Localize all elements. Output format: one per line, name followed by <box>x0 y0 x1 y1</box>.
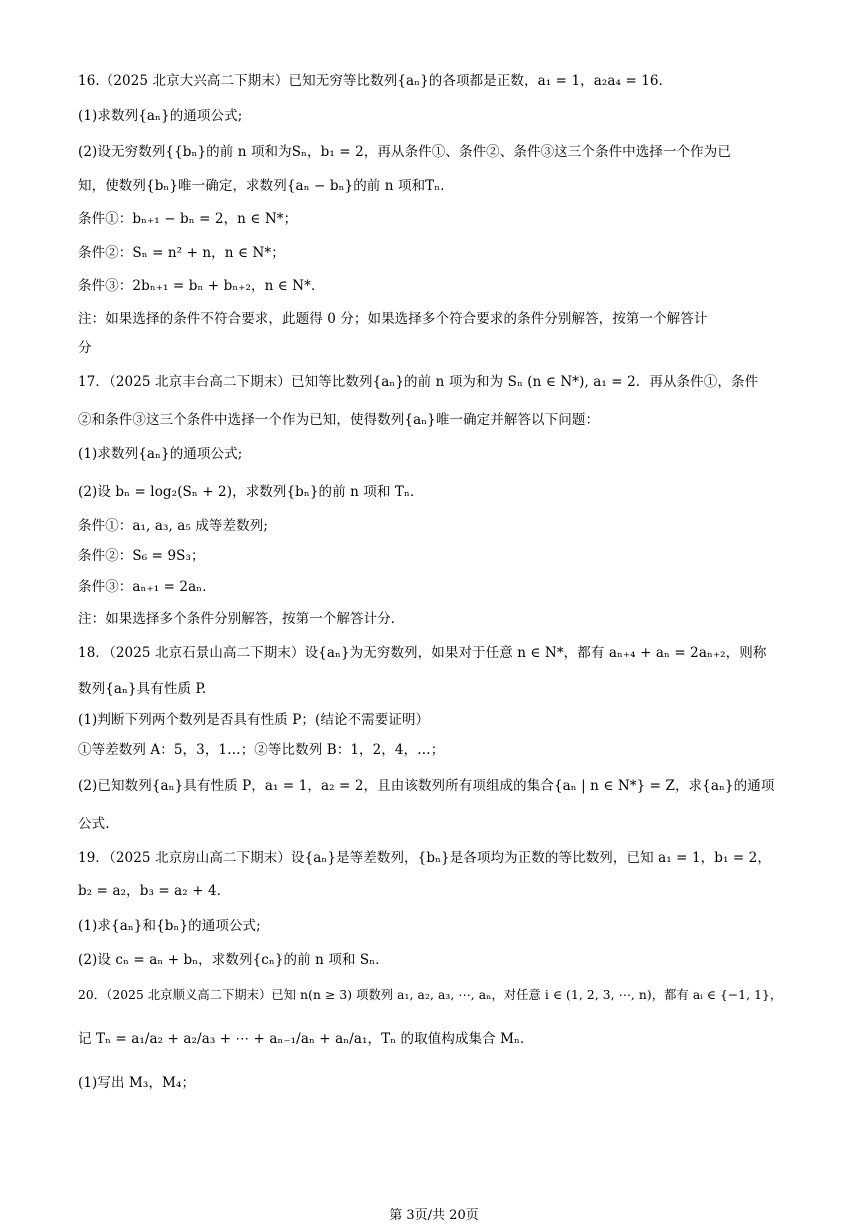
q17-condition-3: 条件③：aₙ₊₁ = 2aₙ． <box>78 579 216 595</box>
q17-part-1: (1)求数列{aₙ}的通项公式; <box>78 446 243 462</box>
q18-stem-line-1: 18．（2025 北京石景山高二下期末）设{aₙ}为无穷数列，如果对于任意 n ∈ N*，都有 aₙ₊₄ + aₙ = 2aₙ₊₂，则称 <box>78 645 767 661</box>
q19-part-2: (2)设 cₙ = aₙ + bₙ，求数列{cₙ}的前 n 项和 Sₙ． <box>78 952 389 968</box>
q16-note-line-2: 分 <box>78 340 92 356</box>
q16-condition-1: 条件①：bₙ₊₁ − bₙ = 2，n ∈ N*； <box>78 211 298 227</box>
q17-part-2: (2)设 bₙ = log₂(Sₙ + 2)，求数列{bₙ}的前 n 项和 Tₙ． <box>78 484 424 500</box>
q17-condition-2: 条件②：S₆ = 9S₃； <box>78 548 205 564</box>
q16-note-line-1: 注：如果选择的条件不符合要求，此题得 0 分；如果选择多个符合要求的条件分别解答，按第一个解答计 <box>78 311 708 327</box>
q20-stem-line-1: 20．（2025 北京顺义高二下期末）已知 n(n ≥ 3) 项数列 a₁, a₂, a₃, ⋯, aₙ，对任意 i ∈ (1, 2, 3, ⋯, n)，都有 aᵢ ∈ {−1, 1}， <box>78 988 783 1002</box>
q17-condition-1: 条件①：a₁, a₃, a₅ 成等差数列; <box>78 518 268 534</box>
q17-stem-line-2: ②和条件③这三个条件中选择一个作为已知，使得数列{aₙ}唯一确定并解答以下问题： <box>78 412 600 428</box>
q16-stem: 16.（2025 北京大兴高二下期末）已知无穷等比数列{aₙ}的各项都是正数，a₁ = 1，a₂a₄ = 16． <box>78 73 673 89</box>
q18-stem-line-2: 数列{aₙ}具有性质 P. <box>78 681 207 697</box>
q18-part-1: (1)判断下列两个数列是否具有性质 P；(结论不需要证明） <box>78 712 430 728</box>
q16-part-1: (1)求数列{aₙ}的通项公式; <box>78 108 243 124</box>
q18-part-2-line-2: 公式. <box>78 816 110 832</box>
q16-condition-3: 条件③：2bₙ₊₁ = bₙ + bₙ₊₂，n ∈ N*． <box>78 278 325 294</box>
q20-stem-line-2: 记 Tₙ = a₁/a₂ + a₂/a₃ + ⋯ + aₙ₋₁/aₙ + aₙ/a₁，Tₙ 的取值构成集合 Mₙ． <box>78 1031 534 1047</box>
page-number-footer: 第 3页/共 20页 <box>389 1208 479 1223</box>
q16-condition-2: 条件②：Sₙ = n² + n，n ∈ N*； <box>78 245 285 261</box>
q18-part-1-items: ①等差数列 A：5，3，1…；②等比数列 B：1，2，4，…； <box>78 742 445 758</box>
q19-stem-line-2: b₂ = a₂，b₃ = a₂ + 4． <box>78 883 231 899</box>
q20-part-1: (1)写出 M₃，M₄； <box>78 1075 196 1091</box>
q19-part-1: (1)求{aₙ}和{bₙ}的通项公式; <box>78 918 261 934</box>
q16-part-2-line-1: (2)设无穷数列{{bₙ}的前 n 项和为Sₙ，b₁ = 2，再从条件①、条件②、条件③这三个条件中选择一个作为已 <box>78 144 731 160</box>
q17-note: 注：如果选择多个条件分别解答，按第一个解答计分． <box>78 611 405 627</box>
q18-part-2-line-1: (2)已知数列{aₙ}具有性质 P，a₁ = 1，a₂ = 2，且由该数列所有项组成的集合{aₙ | n ∈ N*} = Z，求{aₙ}的通项 <box>78 778 775 794</box>
q17-stem-line-1: 17．（2025 北京丰台高二下期末）已知等比数列{aₙ}的前 n 项为和为 Sₙ (n ∈ N*), a₁ = 2．再从条件①，条件 <box>78 374 759 390</box>
q16-part-2-line-2: 知，使数列{bₙ}唯一确定，求数列{aₙ − bₙ}的前 n 项和Tₙ． <box>78 178 454 194</box>
q19-stem-line-1: 19．（2025 北京房山高二下期末）设{aₙ}是等差数列，{bₙ}是各项均为正数的等比数列，已知 a₁ = 1，b₁ = 2， <box>78 850 771 866</box>
